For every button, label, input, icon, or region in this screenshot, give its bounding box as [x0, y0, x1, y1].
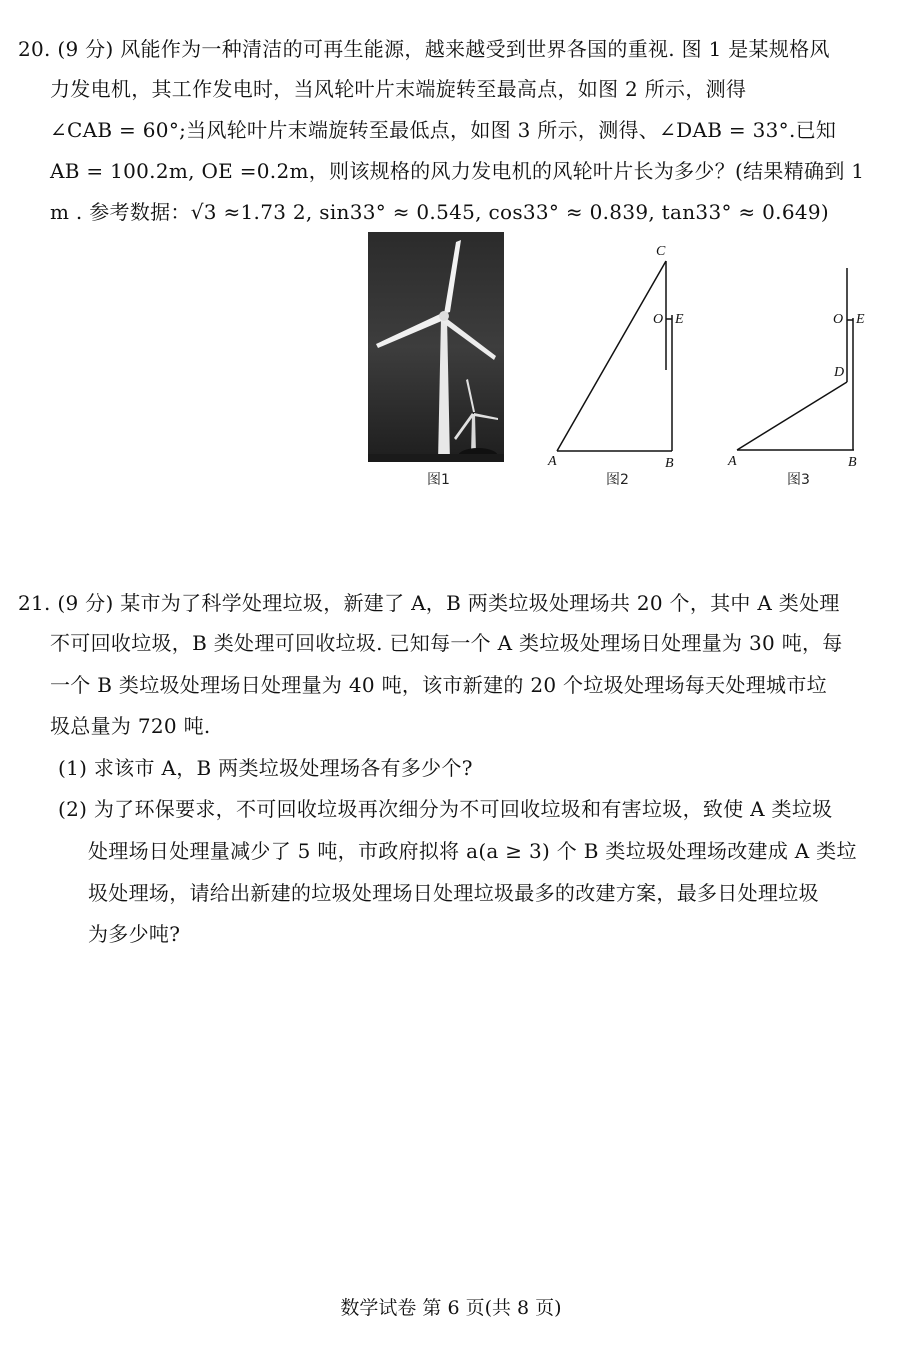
q21-line-4: 圾总量为 720 吨.	[50, 714, 211, 738]
q20-line-3: ∠CAB = 60°;当风轮叶片末端旋转至最低点，如图 3 所示，测得、∠DAB = 33°.已知	[50, 118, 837, 142]
fig3-label-o: O	[833, 312, 844, 327]
q21-sub-1: (1) 求该市 A，B 两类垃圾处理场各有多少个?	[58, 756, 473, 780]
q20-line-2: 力发电机，其工作发电时，当风轮叶片末端旋转至最高点，如图 2 所示，测得	[50, 77, 747, 101]
q21-line-3: 一个 B 类垃圾处理场日处理量为 40 吨，该市新建的 20 个垃圾处理场每天处理城市垃	[50, 673, 827, 697]
q21-sub-2-line-3: 圾处理场，请给出新建的垃圾处理场日处理垃圾最多的改建方案，最多日处理垃圾	[88, 881, 819, 905]
figure-1-wind-turbine-photo	[368, 232, 504, 462]
fig2-label-e: E	[675, 312, 684, 327]
q21-sub-2-line-2: 处理场日处理量减少了 5 吨，市政府拟将 a(a ≥ 3) 个 B 类垃圾处理场改建成 A 类垃	[88, 839, 857, 863]
fig2-label-a: A	[548, 454, 557, 469]
q21-sub-2-line-1: (2) 为了环保要求，不可回收垃圾再次细分为不可回收垃圾和有害垃圾，致使 A 类垃圾	[58, 797, 833, 821]
figure-1-caption: 图1	[427, 472, 450, 488]
q21-line-2: 不可回收垃圾，B 类处理可回收垃圾. 已知每一个 A 类垃圾处理场日处理量为 30 吨，每	[50, 631, 843, 655]
q21-line-1: 21. (9 分) 某市为了科学处理垃圾，新建了 A，B 两类垃圾处理场共 20 个，其中 A 类处理	[18, 591, 840, 615]
fig3-label-d: D	[834, 365, 845, 380]
q20-line-5: m . 参考数据：√3 ≈1.73 2, sin33° ≈ 0.545, cos33° ≈ 0.839, tan33° ≈ 0.649)	[50, 200, 830, 224]
figure-2-caption: 图2	[606, 472, 629, 488]
fig2-label-b: B	[665, 456, 674, 471]
q21-sub-2-line-4: 为多少吨?	[88, 922, 181, 946]
q20-line-4: AB = 100.2m, OE =0.2m，则该规格的风力发电机的风轮叶片长为多少？(结果精确到 1	[50, 159, 865, 183]
fig3-label-a: A	[728, 454, 737, 469]
fig2-label-o: O	[653, 312, 664, 327]
fig2-label-c: C	[656, 244, 666, 259]
fig3-label-b: B	[848, 455, 857, 470]
figure-3-diagram	[722, 260, 872, 472]
figure-3-caption: 图3	[787, 472, 810, 488]
page-footer: 数学试卷 第 6 页(共 8 页)	[340, 1297, 562, 1319]
figure-2-diagram	[540, 240, 700, 472]
fig3-label-e: E	[856, 312, 865, 327]
q20-line-1: 20. (9 分) 风能作为一种清洁的可再生能源，越来越受到世界各国的重视. 图 1 是某规格风	[18, 37, 830, 61]
